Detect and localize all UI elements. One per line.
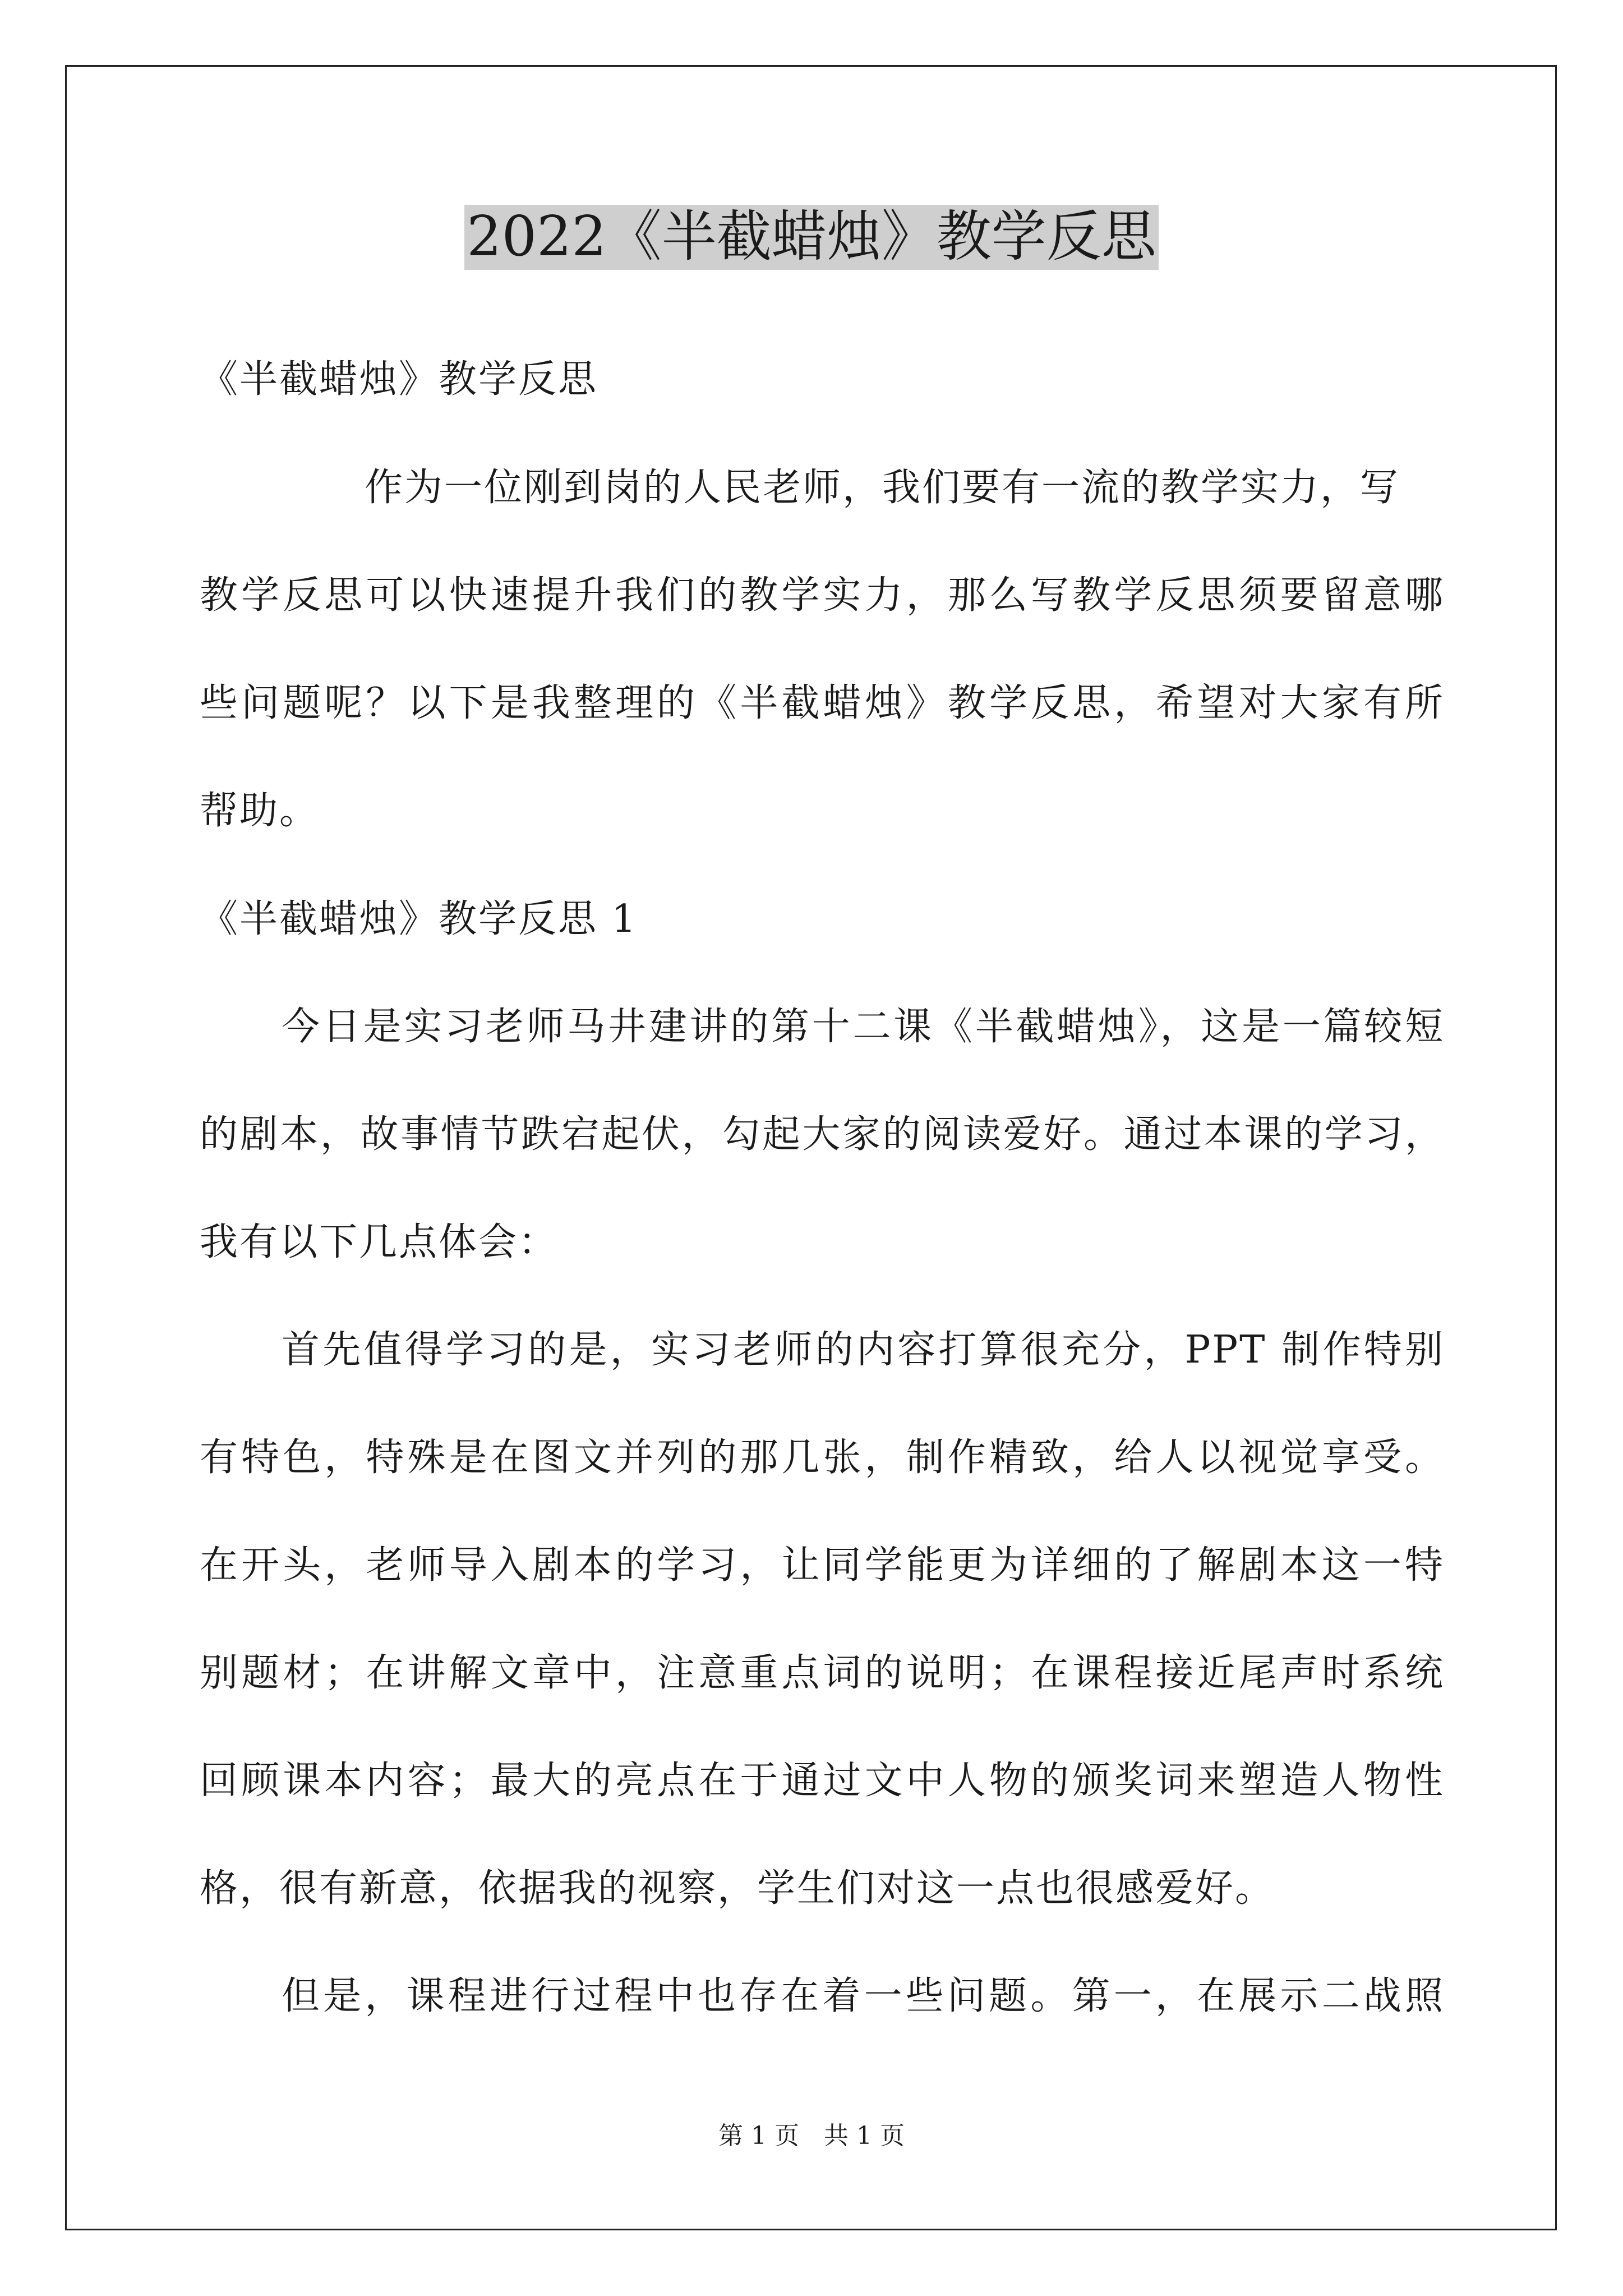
page-footer: 第 1 页 共 1 页 xyxy=(718,2122,905,2150)
intro-line-1: 作为一位刚到岗的人民老师，我们要有一流的教学实力，写 xyxy=(365,466,1400,510)
para2-line-4: 别题材；在讲解文章中，注意重点词的说明；在课程接近尾声时系统 xyxy=(200,1651,1445,1695)
para2-line-3: 在开头，老师导入剧本的学习，让同学能更为详细的了解剧本这一特 xyxy=(200,1543,1445,1588)
para2-line-6: 格，很有新意，依据我的视察，学生们对这一点也很感爱好。 xyxy=(200,1866,1275,1911)
para3-line-1: 但是，课程进行过程中也存在着一些问题。第一，在展示二战照 xyxy=(282,1974,1445,2018)
intro-line-3: 些问题呢？以下是我整理的《半截蜡烛》教学反思，希望对大家有所 xyxy=(200,681,1445,725)
document-subtitle: 《半截蜡烛》教学反思 xyxy=(200,357,598,402)
section-heading: 《半截蜡烛》教学反思 1 xyxy=(200,897,638,941)
para2-line-5: 回顾课本内容；最大的亮点在于通过文中人物的颁奖词来塑造人物性 xyxy=(200,1759,1445,1803)
intro-line-2: 教学反思可以快速提升我们的教学实力，那么写教学反思须要留意哪 xyxy=(200,573,1445,618)
para2-line-1: 首先值得学习的是，实习老师的内容打算很充分，PPT 制作特别 xyxy=(282,1328,1445,1372)
title-container xyxy=(0,205,1623,270)
para1-line-3: 我有以下几点体会： xyxy=(200,1220,559,1264)
document-title: 2022《半截蜡烛》教学反思 xyxy=(464,205,1158,270)
para2-line-2: 有特色，特殊是在图文并列的那几张，制作精致，给人以视觉享受。 xyxy=(200,1435,1445,1480)
intro-line-4: 帮助。 xyxy=(200,789,320,833)
para1-line-1: 今日是实习老师马井建讲的第十二课《半截蜡烛》，这是一篇较短 xyxy=(282,1005,1445,1049)
para1-line-2: 的剧本，故事情节跌宕起伏，勾起大家的阅读爱好。通过本课的学习， xyxy=(200,1112,1445,1157)
